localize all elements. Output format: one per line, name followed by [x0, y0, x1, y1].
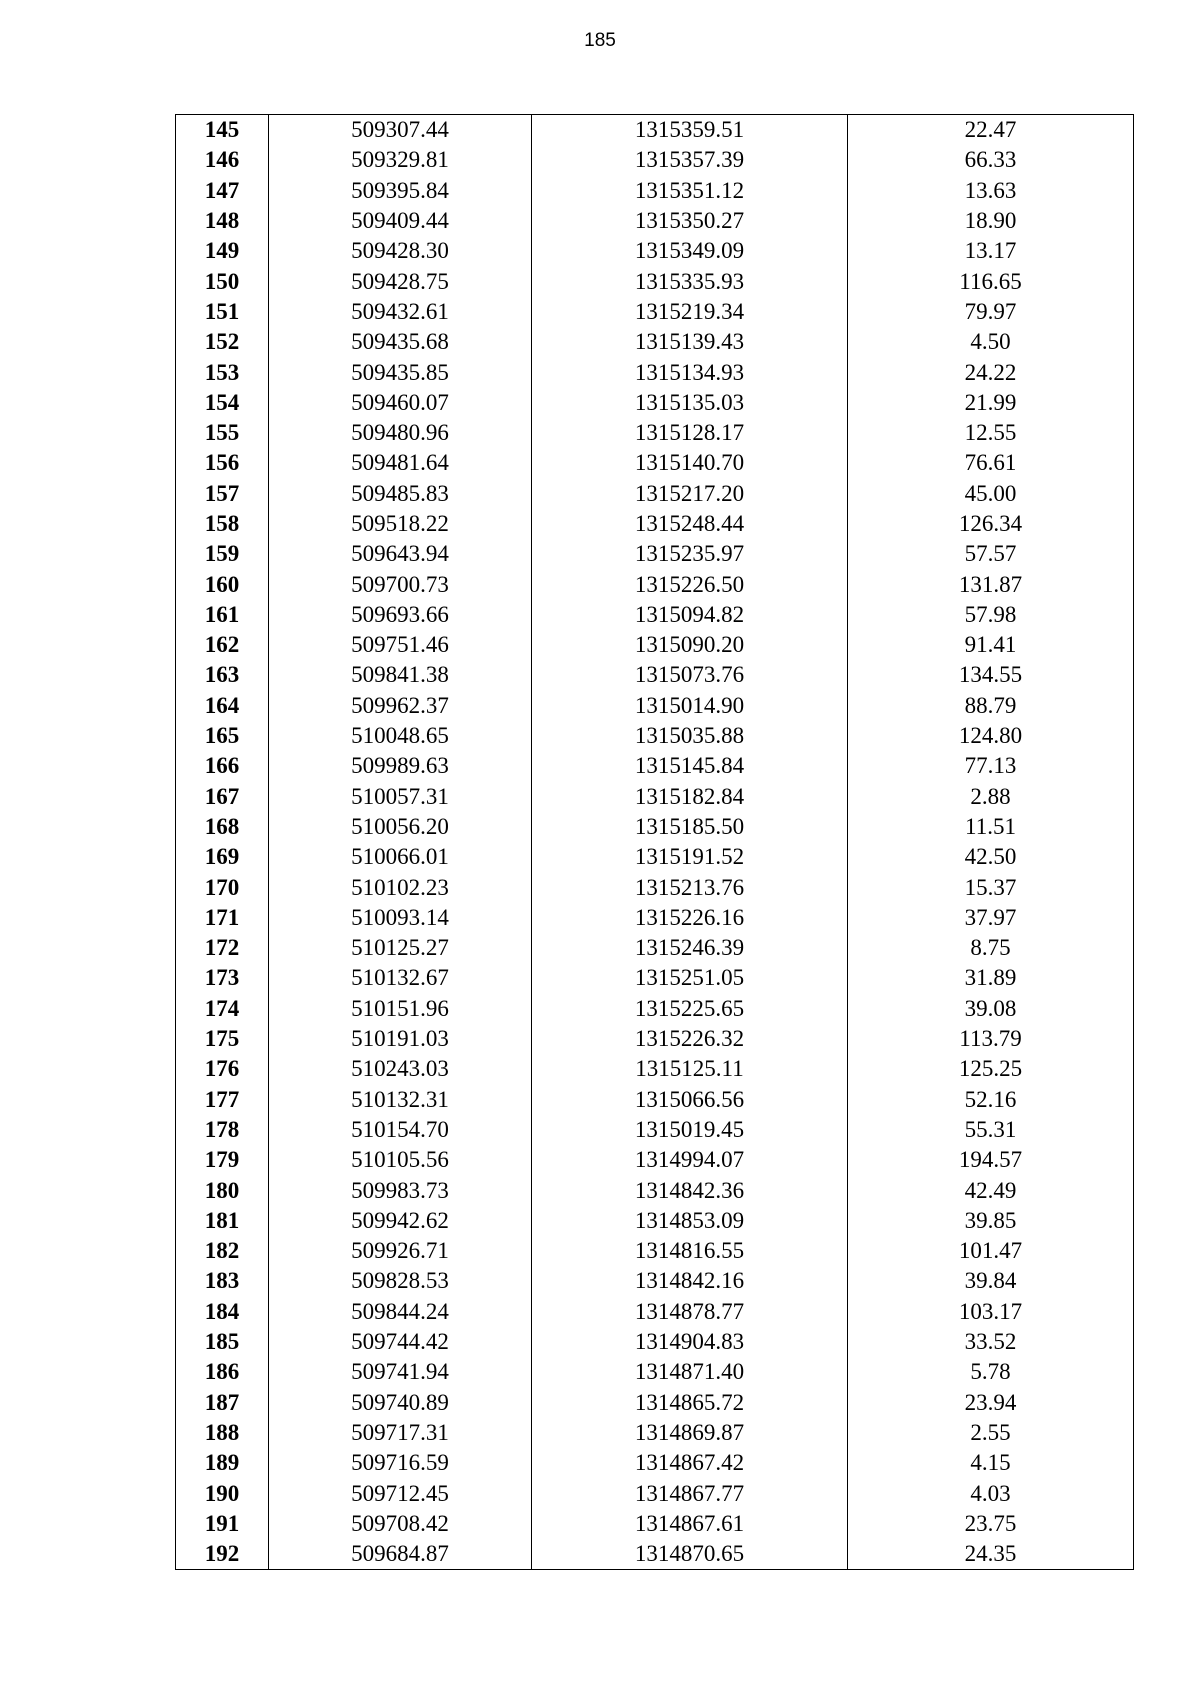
x-coordinate-cell: 510056.20 — [269, 812, 532, 842]
y-coordinate-cell: 1315359.51 — [532, 115, 848, 146]
y-coordinate-cell: 1315139.43 — [532, 327, 848, 357]
distance-cell: 126.34 — [848, 509, 1134, 539]
y-coordinate-cell: 1314870.65 — [532, 1539, 848, 1570]
y-coordinate-cell: 1314869.87 — [532, 1418, 848, 1448]
table-row — [176, 1418, 1134, 1448]
page-number: 185 — [584, 30, 616, 51]
x-coordinate-cell: 509708.42 — [269, 1509, 532, 1539]
distance-cell: 2.55 — [848, 1418, 1134, 1448]
y-coordinate-cell: 1315128.17 — [532, 418, 848, 448]
x-coordinate-cell: 509926.71 — [269, 1236, 532, 1266]
y-coordinate-cell: 1315066.56 — [532, 1085, 848, 1115]
point-id-cell: 155 — [176, 418, 269, 448]
distance-cell: 125.25 — [848, 1054, 1134, 1084]
x-coordinate-cell: 509435.85 — [269, 357, 532, 387]
y-coordinate-cell: 1315217.20 — [532, 479, 848, 509]
table-row — [176, 721, 1134, 751]
distance-cell: 45.00 — [848, 479, 1134, 509]
distance-cell: 4.50 — [848, 327, 1134, 357]
table-row — [176, 297, 1134, 327]
point-id-cell: 154 — [176, 388, 269, 418]
table-row — [176, 1357, 1134, 1387]
x-coordinate-cell: 509395.84 — [269, 176, 532, 206]
table-row — [176, 1448, 1134, 1478]
y-coordinate-cell: 1315219.34 — [532, 297, 848, 327]
y-coordinate-cell: 1314865.72 — [532, 1387, 848, 1417]
x-coordinate-cell: 510243.03 — [269, 1054, 532, 1084]
coordinates-table — [175, 114, 1134, 1570]
table-row — [176, 1236, 1134, 1266]
point-id-cell: 169 — [176, 842, 269, 872]
y-coordinate-cell: 1314867.61 — [532, 1509, 848, 1539]
y-coordinate-cell: 1315246.39 — [532, 933, 848, 963]
point-id-cell: 159 — [176, 539, 269, 569]
distance-cell: 18.90 — [848, 206, 1134, 236]
table-row — [176, 1478, 1134, 1508]
x-coordinate-cell: 509989.63 — [269, 751, 532, 781]
x-coordinate-cell: 509841.38 — [269, 660, 532, 690]
distance-cell: 24.22 — [848, 357, 1134, 387]
point-id-cell: 176 — [176, 1054, 269, 1084]
distance-cell: 131.87 — [848, 569, 1134, 599]
x-coordinate-cell: 510132.31 — [269, 1085, 532, 1115]
x-coordinate-cell: 509432.61 — [269, 297, 532, 327]
table-row — [176, 1509, 1134, 1539]
y-coordinate-cell: 1315235.97 — [532, 539, 848, 569]
x-coordinate-cell: 509428.75 — [269, 266, 532, 296]
point-id-cell: 163 — [176, 660, 269, 690]
x-coordinate-cell: 510151.96 — [269, 994, 532, 1024]
distance-cell: 24.35 — [848, 1539, 1134, 1570]
distance-cell: 13.63 — [848, 176, 1134, 206]
point-id-cell: 157 — [176, 479, 269, 509]
x-coordinate-cell: 509643.94 — [269, 539, 532, 569]
point-id-cell: 152 — [176, 327, 269, 357]
x-coordinate-cell: 509828.53 — [269, 1266, 532, 1296]
point-id-cell: 161 — [176, 600, 269, 630]
table-row — [176, 509, 1134, 539]
point-id-cell: 167 — [176, 782, 269, 812]
x-coordinate-cell: 509518.22 — [269, 509, 532, 539]
table-row — [176, 145, 1134, 175]
distance-cell: 57.98 — [848, 600, 1134, 630]
y-coordinate-cell: 1315213.76 — [532, 872, 848, 902]
table-row — [176, 115, 1134, 146]
x-coordinate-cell: 510191.03 — [269, 1024, 532, 1054]
point-id-cell: 180 — [176, 1175, 269, 1205]
table-row — [176, 1145, 1134, 1175]
x-coordinate-cell: 509428.30 — [269, 236, 532, 266]
distance-cell: 4.15 — [848, 1448, 1134, 1478]
x-coordinate-cell: 509744.42 — [269, 1327, 532, 1357]
point-id-cell: 156 — [176, 448, 269, 478]
y-coordinate-cell: 1315351.12 — [532, 176, 848, 206]
y-coordinate-cell: 1315335.93 — [532, 266, 848, 296]
point-id-cell: 146 — [176, 145, 269, 175]
table-row — [176, 812, 1134, 842]
distance-cell: 113.79 — [848, 1024, 1134, 1054]
x-coordinate-cell: 510057.31 — [269, 782, 532, 812]
point-id-cell: 174 — [176, 994, 269, 1024]
x-coordinate-cell: 510102.23 — [269, 872, 532, 902]
distance-cell: 91.41 — [848, 630, 1134, 660]
table-row — [176, 782, 1134, 812]
table-row — [176, 448, 1134, 478]
point-id-cell: 151 — [176, 297, 269, 327]
x-coordinate-cell: 509485.83 — [269, 479, 532, 509]
point-id-cell: 190 — [176, 1478, 269, 1508]
table-row — [176, 1266, 1134, 1296]
point-id-cell: 187 — [176, 1387, 269, 1417]
y-coordinate-cell: 1314842.36 — [532, 1175, 848, 1205]
table-row — [176, 1206, 1134, 1236]
table-row — [176, 1024, 1134, 1054]
x-coordinate-cell: 509307.44 — [269, 115, 532, 146]
point-id-cell: 158 — [176, 509, 269, 539]
y-coordinate-cell: 1314904.83 — [532, 1327, 848, 1357]
table-row — [176, 1115, 1134, 1145]
x-coordinate-cell: 510066.01 — [269, 842, 532, 872]
point-id-cell: 188 — [176, 1418, 269, 1448]
y-coordinate-cell: 1315357.39 — [532, 145, 848, 175]
point-id-cell: 148 — [176, 206, 269, 236]
point-id-cell: 189 — [176, 1448, 269, 1478]
point-id-cell: 185 — [176, 1327, 269, 1357]
table-row — [176, 1539, 1134, 1570]
distance-cell: 134.55 — [848, 660, 1134, 690]
y-coordinate-cell: 1315349.09 — [532, 236, 848, 266]
y-coordinate-cell: 1315226.50 — [532, 569, 848, 599]
point-id-cell: 182 — [176, 1236, 269, 1266]
table-row — [176, 1054, 1134, 1084]
distance-cell: 77.13 — [848, 751, 1134, 781]
x-coordinate-cell: 509460.07 — [269, 388, 532, 418]
y-coordinate-cell: 1315073.76 — [532, 660, 848, 690]
point-id-cell: 192 — [176, 1539, 269, 1570]
x-coordinate-cell: 510048.65 — [269, 721, 532, 751]
distance-cell: 33.52 — [848, 1327, 1134, 1357]
distance-cell: 11.51 — [848, 812, 1134, 842]
y-coordinate-cell: 1314994.07 — [532, 1145, 848, 1175]
x-coordinate-cell: 510125.27 — [269, 933, 532, 963]
distance-cell: 39.85 — [848, 1206, 1134, 1236]
point-id-cell: 149 — [176, 236, 269, 266]
table-row — [176, 600, 1134, 630]
x-coordinate-cell: 509962.37 — [269, 691, 532, 721]
x-coordinate-cell: 509693.66 — [269, 600, 532, 630]
table-row — [176, 903, 1134, 933]
y-coordinate-cell: 1315226.32 — [532, 1024, 848, 1054]
table-row — [176, 176, 1134, 206]
table-row — [176, 630, 1134, 660]
distance-cell: 194.57 — [848, 1145, 1134, 1175]
y-coordinate-cell: 1314853.09 — [532, 1206, 848, 1236]
point-id-cell: 150 — [176, 266, 269, 296]
point-id-cell: 173 — [176, 963, 269, 993]
distance-cell: 13.17 — [848, 236, 1134, 266]
point-id-cell: 179 — [176, 1145, 269, 1175]
distance-cell: 4.03 — [848, 1478, 1134, 1508]
y-coordinate-cell: 1315182.84 — [532, 782, 848, 812]
table-row — [176, 206, 1134, 236]
distance-cell: 42.49 — [848, 1175, 1134, 1205]
distance-cell: 15.37 — [848, 872, 1134, 902]
distance-cell: 79.97 — [848, 297, 1134, 327]
x-coordinate-cell: 509481.64 — [269, 448, 532, 478]
point-id-cell: 184 — [176, 1297, 269, 1327]
distance-cell: 23.75 — [848, 1509, 1134, 1539]
y-coordinate-cell: 1314842.16 — [532, 1266, 848, 1296]
y-coordinate-cell: 1315191.52 — [532, 842, 848, 872]
x-coordinate-cell: 509480.96 — [269, 418, 532, 448]
table-row — [176, 1175, 1134, 1205]
distance-cell: 5.78 — [848, 1357, 1134, 1387]
distance-cell: 103.17 — [848, 1297, 1134, 1327]
x-coordinate-cell: 509435.68 — [269, 327, 532, 357]
table-row — [176, 994, 1134, 1024]
table-row — [176, 872, 1134, 902]
point-id-cell: 164 — [176, 691, 269, 721]
point-id-cell: 145 — [176, 115, 269, 146]
table-row — [176, 266, 1134, 296]
x-coordinate-cell: 509409.44 — [269, 206, 532, 236]
point-id-cell: 160 — [176, 569, 269, 599]
y-coordinate-cell: 1315019.45 — [532, 1115, 848, 1145]
point-id-cell: 162 — [176, 630, 269, 660]
table-row — [176, 569, 1134, 599]
x-coordinate-cell: 509700.73 — [269, 569, 532, 599]
x-coordinate-cell: 509844.24 — [269, 1297, 532, 1327]
distance-cell: 37.97 — [848, 903, 1134, 933]
point-id-cell: 181 — [176, 1206, 269, 1236]
distance-cell: 88.79 — [848, 691, 1134, 721]
x-coordinate-cell: 509716.59 — [269, 1448, 532, 1478]
x-coordinate-cell: 510093.14 — [269, 903, 532, 933]
y-coordinate-cell: 1315251.05 — [532, 963, 848, 993]
point-id-cell: 171 — [176, 903, 269, 933]
coordinates-table-body — [176, 115, 1134, 1570]
distance-cell: 55.31 — [848, 1115, 1134, 1145]
y-coordinate-cell: 1315225.65 — [532, 994, 848, 1024]
y-coordinate-cell: 1315090.20 — [532, 630, 848, 660]
y-coordinate-cell: 1314867.77 — [532, 1478, 848, 1508]
x-coordinate-cell: 509942.62 — [269, 1206, 532, 1236]
distance-cell: 2.88 — [848, 782, 1134, 812]
y-coordinate-cell: 1315135.03 — [532, 388, 848, 418]
x-coordinate-cell: 510154.70 — [269, 1115, 532, 1145]
y-coordinate-cell: 1314878.77 — [532, 1297, 848, 1327]
table-row — [176, 236, 1134, 266]
table-row — [176, 1327, 1134, 1357]
y-coordinate-cell: 1315350.27 — [532, 206, 848, 236]
point-id-cell: 166 — [176, 751, 269, 781]
y-coordinate-cell: 1315226.16 — [532, 903, 848, 933]
table-row — [176, 1297, 1134, 1327]
table-row — [176, 1387, 1134, 1417]
x-coordinate-cell: 509741.94 — [269, 1357, 532, 1387]
distance-cell: 39.08 — [848, 994, 1134, 1024]
y-coordinate-cell: 1314816.55 — [532, 1236, 848, 1266]
distance-cell: 52.16 — [848, 1085, 1134, 1115]
y-coordinate-cell: 1314867.42 — [532, 1448, 848, 1478]
table-row — [176, 691, 1134, 721]
distance-cell: 101.47 — [848, 1236, 1134, 1266]
y-coordinate-cell: 1315125.11 — [532, 1054, 848, 1084]
x-coordinate-cell: 509751.46 — [269, 630, 532, 660]
table-row — [176, 327, 1134, 357]
point-id-cell: 175 — [176, 1024, 269, 1054]
table-row — [176, 963, 1134, 993]
distance-cell: 12.55 — [848, 418, 1134, 448]
distance-cell: 124.80 — [848, 721, 1134, 751]
y-coordinate-cell: 1315134.93 — [532, 357, 848, 387]
distance-cell: 31.89 — [848, 963, 1134, 993]
x-coordinate-cell: 509740.89 — [269, 1387, 532, 1417]
table-row — [176, 660, 1134, 690]
distance-cell: 116.65 — [848, 266, 1134, 296]
point-id-cell: 153 — [176, 357, 269, 387]
y-coordinate-cell: 1315140.70 — [532, 448, 848, 478]
point-id-cell: 147 — [176, 176, 269, 206]
point-id-cell: 172 — [176, 933, 269, 963]
y-coordinate-cell: 1315035.88 — [532, 721, 848, 751]
distance-cell: 66.33 — [848, 145, 1134, 175]
table-row — [176, 842, 1134, 872]
distance-cell: 57.57 — [848, 539, 1134, 569]
table-row — [176, 539, 1134, 569]
x-coordinate-cell: 509684.87 — [269, 1539, 532, 1570]
x-coordinate-cell: 510105.56 — [269, 1145, 532, 1175]
table-row — [176, 418, 1134, 448]
y-coordinate-cell: 1315185.50 — [532, 812, 848, 842]
point-id-cell: 165 — [176, 721, 269, 751]
point-id-cell: 183 — [176, 1266, 269, 1296]
distance-cell: 76.61 — [848, 448, 1134, 478]
table-row — [176, 751, 1134, 781]
y-coordinate-cell: 1315094.82 — [532, 600, 848, 630]
point-id-cell: 191 — [176, 1509, 269, 1539]
table-row — [176, 479, 1134, 509]
table-row — [176, 357, 1134, 387]
distance-cell: 21.99 — [848, 388, 1134, 418]
distance-cell: 39.84 — [848, 1266, 1134, 1296]
point-id-cell: 177 — [176, 1085, 269, 1115]
x-coordinate-cell: 510132.67 — [269, 963, 532, 993]
distance-cell: 22.47 — [848, 115, 1134, 146]
table-row — [176, 1085, 1134, 1115]
y-coordinate-cell: 1315014.90 — [532, 691, 848, 721]
distance-cell: 42.50 — [848, 842, 1134, 872]
y-coordinate-cell: 1315145.84 — [532, 751, 848, 781]
point-id-cell: 178 — [176, 1115, 269, 1145]
y-coordinate-cell: 1314871.40 — [532, 1357, 848, 1387]
x-coordinate-cell: 509983.73 — [269, 1175, 532, 1205]
table-row — [176, 388, 1134, 418]
x-coordinate-cell: 509712.45 — [269, 1478, 532, 1508]
distance-cell: 23.94 — [848, 1387, 1134, 1417]
distance-cell: 8.75 — [848, 933, 1134, 963]
x-coordinate-cell: 509329.81 — [269, 145, 532, 175]
y-coordinate-cell: 1315248.44 — [532, 509, 848, 539]
point-id-cell: 170 — [176, 872, 269, 902]
table-row — [176, 933, 1134, 963]
point-id-cell: 168 — [176, 812, 269, 842]
x-coordinate-cell: 509717.31 — [269, 1418, 532, 1448]
point-id-cell: 186 — [176, 1357, 269, 1387]
